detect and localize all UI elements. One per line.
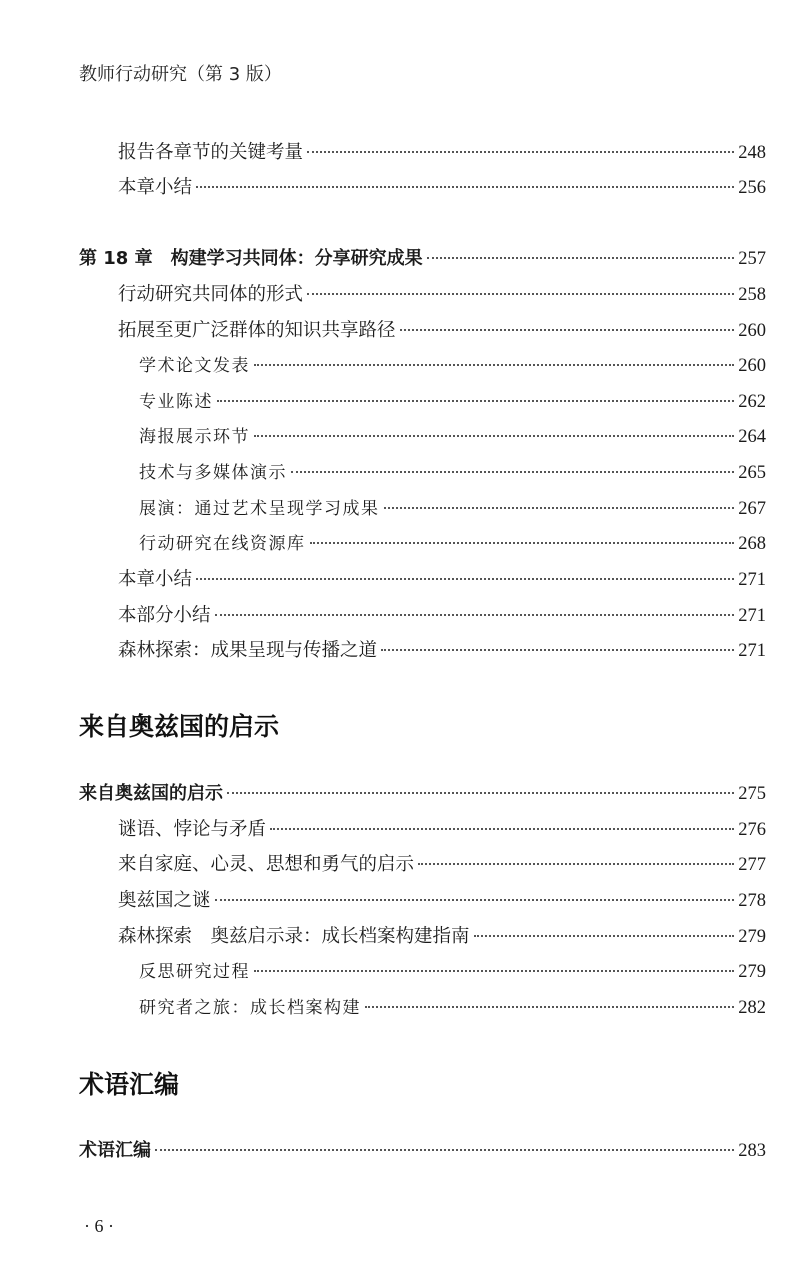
dot-leader <box>400 329 735 331</box>
dot-leader <box>307 293 734 295</box>
toc-entry-label: 来自家庭、心灵、思想和勇气的启示 <box>118 854 415 875</box>
toc-entry-page: 267 <box>738 499 766 519</box>
toc-entry-page: 248 <box>738 143 766 163</box>
toc-subentry[interactable] <box>139 387 766 417</box>
dot-leader <box>254 970 734 972</box>
toc-entry-label: 报告各章节的关键考量 <box>118 142 304 163</box>
toc-entry[interactable] <box>118 173 766 203</box>
toc-entry[interactable] <box>118 280 766 310</box>
toc-entry-page: 258 <box>738 285 766 305</box>
chapter-label: 来自奥兹国的启示 <box>79 783 223 804</box>
dot-leader <box>196 578 734 580</box>
toc-entry-label: 行动研究在线资源库 <box>139 534 306 554</box>
dot-leader <box>427 257 735 259</box>
toc-entry[interactable] <box>118 886 766 916</box>
toc-entry-page: 277 <box>738 855 766 875</box>
toc-chapter-entry[interactable] <box>79 244 766 274</box>
toc-entry-page: 271 <box>738 606 766 626</box>
dot-leader <box>474 935 735 937</box>
toc-subentry[interactable] <box>139 957 766 987</box>
toc-entry[interactable] <box>118 565 766 595</box>
running-header: 教师行动研究（第 3 版） <box>79 64 282 85</box>
chapter-page: 257 <box>738 249 766 269</box>
section-title: 来自奥兹国的启示 <box>79 712 280 741</box>
toc-subentry[interactable] <box>139 422 766 452</box>
chapter-page: 283 <box>738 1141 766 1161</box>
toc-entry-page: 256 <box>738 178 766 198</box>
toc-entry-page: 279 <box>738 927 766 947</box>
toc-entry-page: 276 <box>738 820 766 840</box>
dot-leader <box>307 151 734 153</box>
toc-entry-label: 展演：通过艺术呈现学习成果 <box>139 499 380 519</box>
toc-subentry[interactable] <box>139 458 766 488</box>
toc-chapter-entry[interactable] <box>79 779 766 809</box>
chapter-label: 术语汇编 <box>79 1140 151 1161</box>
toc-entry-label: 本部分小结 <box>118 605 211 626</box>
toc-entry-label: 研究者之旅：成长档案构建 <box>139 998 361 1018</box>
toc-entry-label: 反思研究过程 <box>139 962 250 982</box>
toc-entry-label: 本章小结 <box>118 177 193 198</box>
toc-subentry[interactable] <box>139 529 766 559</box>
dot-leader <box>254 435 734 437</box>
toc-entry[interactable] <box>118 636 766 666</box>
dot-leader <box>227 792 734 794</box>
toc-entry-page: 282 <box>738 998 766 1018</box>
dot-leader <box>217 400 734 402</box>
dot-leader <box>155 1149 734 1151</box>
toc-entry-label: 海报展示环节 <box>139 427 250 447</box>
toc-entry-page: 278 <box>738 891 766 911</box>
toc-entry[interactable] <box>118 922 766 952</box>
dot-leader <box>384 507 735 509</box>
dot-leader <box>365 1006 734 1008</box>
toc-entry-label: 拓展至更广泛群体的知识共享路径 <box>118 320 396 341</box>
dot-leader <box>215 614 735 616</box>
toc-entry-page: 265 <box>738 463 766 483</box>
toc-entry-label: 行动研究共同体的形式 <box>118 284 304 305</box>
toc-entry-label: 森林探索：成果呈现与传播之道 <box>118 640 378 661</box>
dot-leader <box>310 542 735 544</box>
chapter-label: 第 18 章 构建学习共同体：分享研究成果 <box>79 248 423 269</box>
toc-entry-label: 奥兹国之谜 <box>118 890 211 911</box>
page-number: · 6 · <box>84 1216 114 1236</box>
toc-entry-label: 学术论文发表 <box>139 356 250 376</box>
toc-entry[interactable] <box>118 138 766 168</box>
toc-subentry[interactable] <box>139 993 766 1023</box>
toc-entry[interactable] <box>118 850 766 880</box>
dot-leader <box>215 899 735 901</box>
toc-entry-label: 专业陈述 <box>139 392 213 412</box>
toc-entry-label: 谜语、悖论与矛盾 <box>118 819 267 840</box>
toc-entry-label: 技术与多媒体演示 <box>139 463 287 483</box>
toc-entry-page: 271 <box>738 570 766 590</box>
dot-leader <box>291 471 734 473</box>
toc-entry-page: 262 <box>738 392 766 412</box>
section-title: 术语汇编 <box>79 1070 180 1099</box>
toc-entry-page: 260 <box>738 321 766 341</box>
toc-entry-page: 271 <box>738 641 766 661</box>
toc-entry[interactable] <box>118 815 766 845</box>
toc-entry-page: 260 <box>738 356 766 376</box>
toc-entry-label: 森林探索 奥兹启示录：成长档案构建指南 <box>118 926 470 947</box>
toc-entry[interactable] <box>118 316 766 346</box>
toc-chapter-entry[interactable] <box>79 1136 766 1166</box>
toc-subentry[interactable] <box>139 351 766 381</box>
dot-leader <box>381 649 734 651</box>
toc-entry-page: 279 <box>738 962 766 982</box>
dot-leader <box>270 828 734 830</box>
toc-entry[interactable] <box>118 601 766 631</box>
dot-leader <box>254 364 734 366</box>
chapter-page: 275 <box>738 784 766 804</box>
toc-entry-label: 本章小结 <box>118 569 193 590</box>
dot-leader <box>196 186 734 188</box>
toc-entry-page: 268 <box>738 534 766 554</box>
toc-subentry[interactable] <box>139 494 766 524</box>
dot-leader <box>418 863 734 865</box>
toc-entry-page: 264 <box>738 427 766 447</box>
